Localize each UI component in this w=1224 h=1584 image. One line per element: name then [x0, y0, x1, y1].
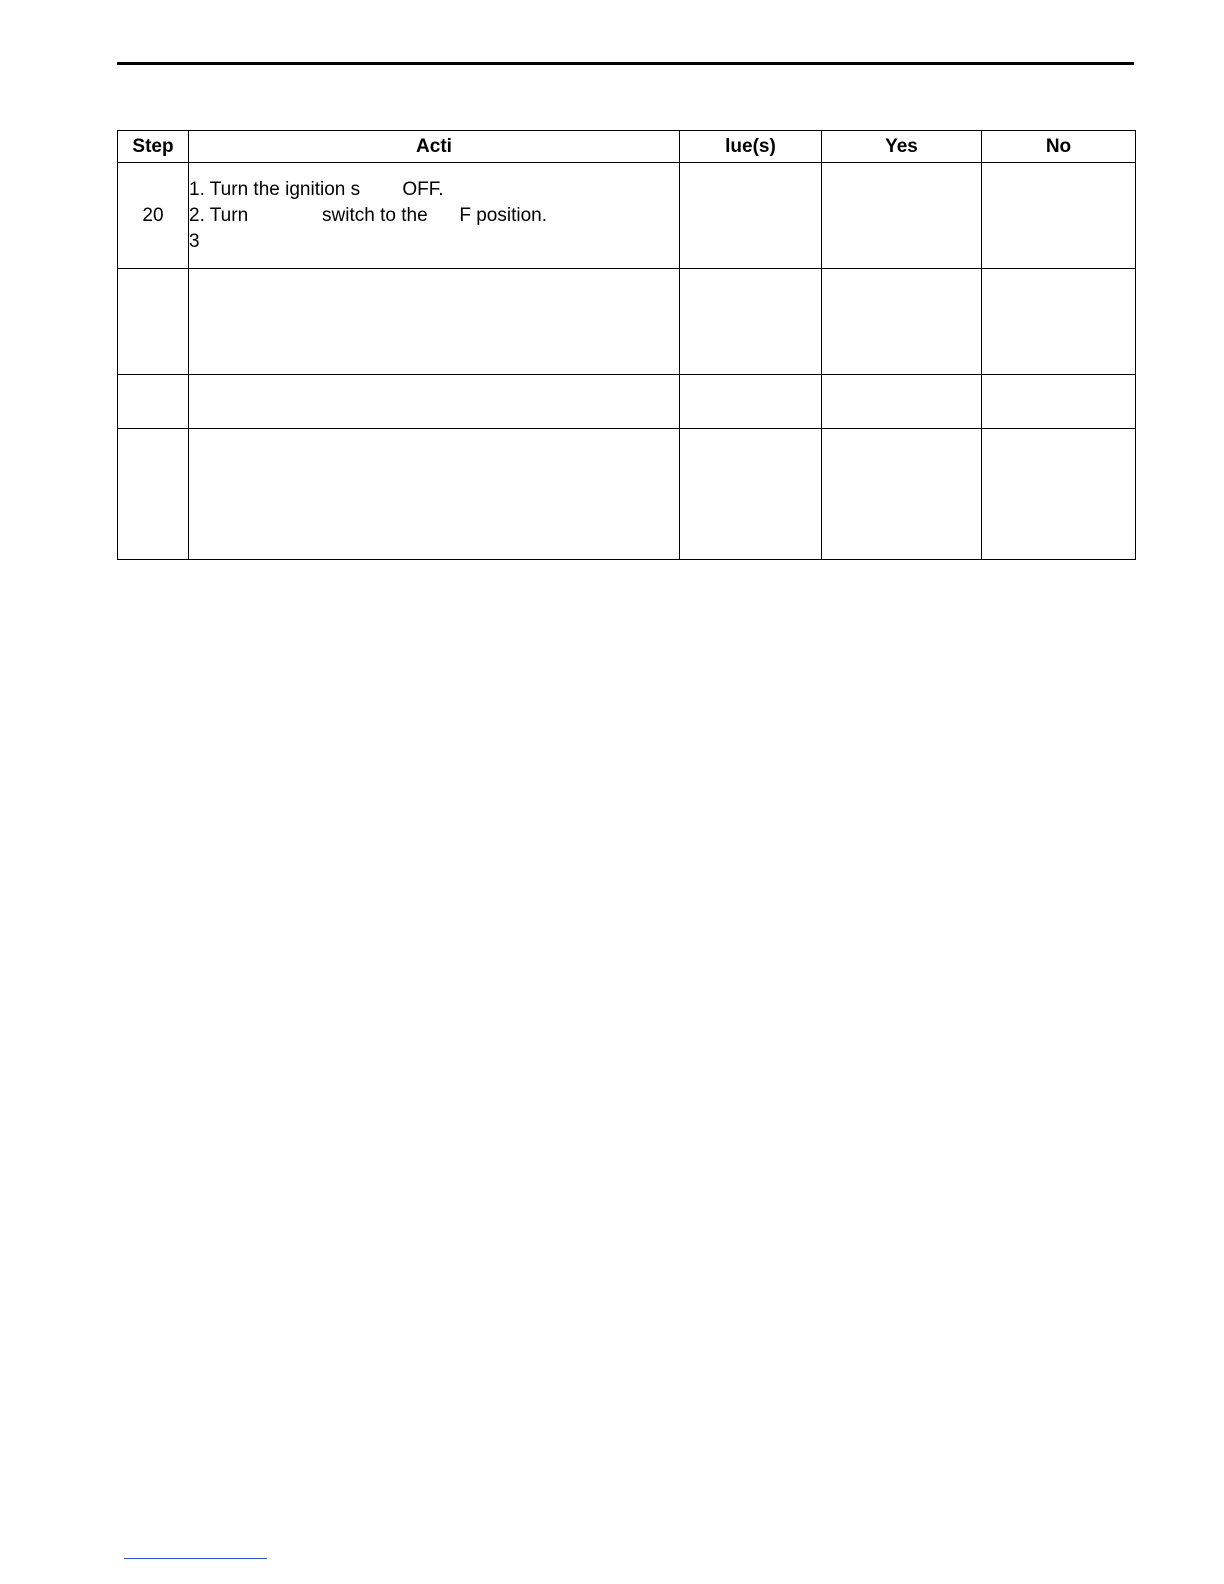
values-header: lue(s) [680, 131, 822, 163]
action-line: 3 [189, 230, 200, 252]
table-row [118, 163, 1136, 269]
no-header: No [982, 131, 1136, 163]
action-cell [189, 429, 680, 560]
action-line: 2. Turn switch to the F position. [189, 204, 547, 226]
step-number [118, 375, 189, 429]
yes-cell [822, 163, 982, 269]
step-number: 20 [118, 163, 189, 269]
table-row [118, 375, 1136, 429]
header-rule [117, 62, 1134, 65]
action-line: 1. Turn the ignition s OFF. [189, 178, 444, 200]
table-header-row [118, 131, 1136, 163]
values-cell [680, 429, 822, 560]
values-cell [680, 163, 822, 269]
yes-cell [822, 269, 982, 375]
yes-cell [822, 429, 982, 560]
diagnostic-step-table [117, 130, 1136, 560]
table-row [118, 269, 1136, 375]
values-cell [680, 375, 822, 429]
yes-header: Yes [822, 131, 982, 163]
no-cell [982, 269, 1136, 375]
action-cell [189, 269, 680, 375]
values-cell [680, 269, 822, 375]
no-cell [982, 429, 1136, 560]
step-number [118, 269, 189, 375]
no-cell [982, 163, 1136, 269]
footer-link-underline[interactable] [124, 1558, 267, 1559]
no-cell [982, 375, 1136, 429]
action-header: Acti [189, 131, 680, 163]
action-cell [189, 375, 680, 429]
action-cell [189, 163, 680, 269]
yes-cell [822, 375, 982, 429]
step-number [118, 429, 189, 560]
table-row [118, 429, 1136, 560]
step-header: Step [118, 131, 189, 163]
